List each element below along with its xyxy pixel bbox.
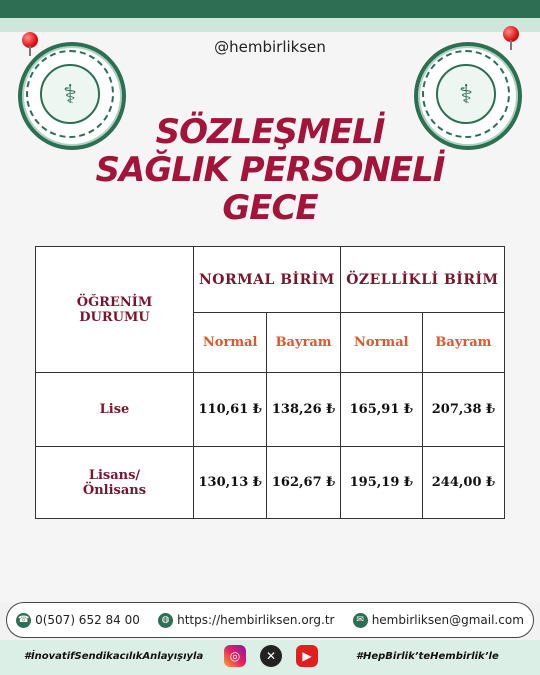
web-contact[interactable] [158, 613, 334, 628]
top-band-light [0, 18, 540, 32]
subheader-normal: Normal [194, 313, 267, 373]
caduceus-icon: ⚕ [40, 64, 100, 124]
title-line-2: SAĞLIK PERSONELİ [95, 150, 445, 190]
table-cell: 162,67 ₺ [267, 447, 340, 519]
phone-icon: ☎ [16, 613, 31, 628]
mail-icon: ✉ [353, 613, 368, 628]
phone-contact[interactable] [16, 613, 140, 628]
youtube-icon[interactable]: ▶ [296, 645, 318, 667]
group-header-normal: NORMAL BİRİM [194, 247, 341, 313]
table-cell: 195,19 ₺ [340, 447, 422, 519]
row-label: Lise [36, 373, 194, 447]
top-band [0, 0, 540, 18]
subheader-normal: Normal [340, 313, 422, 373]
table-row [36, 447, 505, 519]
table-cell: 130,13 ₺ [194, 447, 267, 519]
email-contact[interactable] [353, 613, 524, 628]
subheader-holiday: Bayram [422, 313, 504, 373]
footer-hashtag-right: #HepBirlik’teHembirlik’le [356, 651, 499, 662]
title-line-1: SÖZLEŞMELİ [155, 112, 385, 152]
group-header-special: ÖZELLİKLİ BİRİM [340, 247, 504, 313]
table-cell: 207,38 ₺ [422, 373, 504, 447]
row-label: Lisans/ Önlisans [36, 447, 194, 519]
table-cell: 138,26 ₺ [267, 373, 340, 447]
wage-table [35, 246, 505, 519]
education-header: ÖĞRENİM DURUMU [36, 247, 194, 373]
globe-icon: ◍ [158, 613, 173, 628]
table-cell: 165,91 ₺ [340, 373, 422, 447]
instagram-icon[interactable]: ◎ [224, 645, 246, 667]
subheader-holiday: Bayram [267, 313, 340, 373]
web-text: https://hembirliksen.org.tr [177, 613, 335, 627]
x-icon[interactable]: ✕ [260, 645, 282, 667]
table-row [36, 373, 505, 447]
phone-text: 0(507) 652 84 00 [35, 613, 140, 627]
caduceus-icon: ⚕ [436, 64, 496, 124]
email-text: hembirliksen@gmail.com [371, 613, 524, 627]
title-line-3: GECE [222, 188, 318, 228]
table-cell: 244,00 ₺ [422, 447, 504, 519]
contact-bar [6, 602, 534, 638]
footer-hashtag-left: #İnovatifSendikacılıkAnlayışıyla [24, 651, 204, 662]
social-handle: @hembirliksen [214, 38, 326, 56]
table-cell: 110,61 ₺ [194, 373, 267, 447]
